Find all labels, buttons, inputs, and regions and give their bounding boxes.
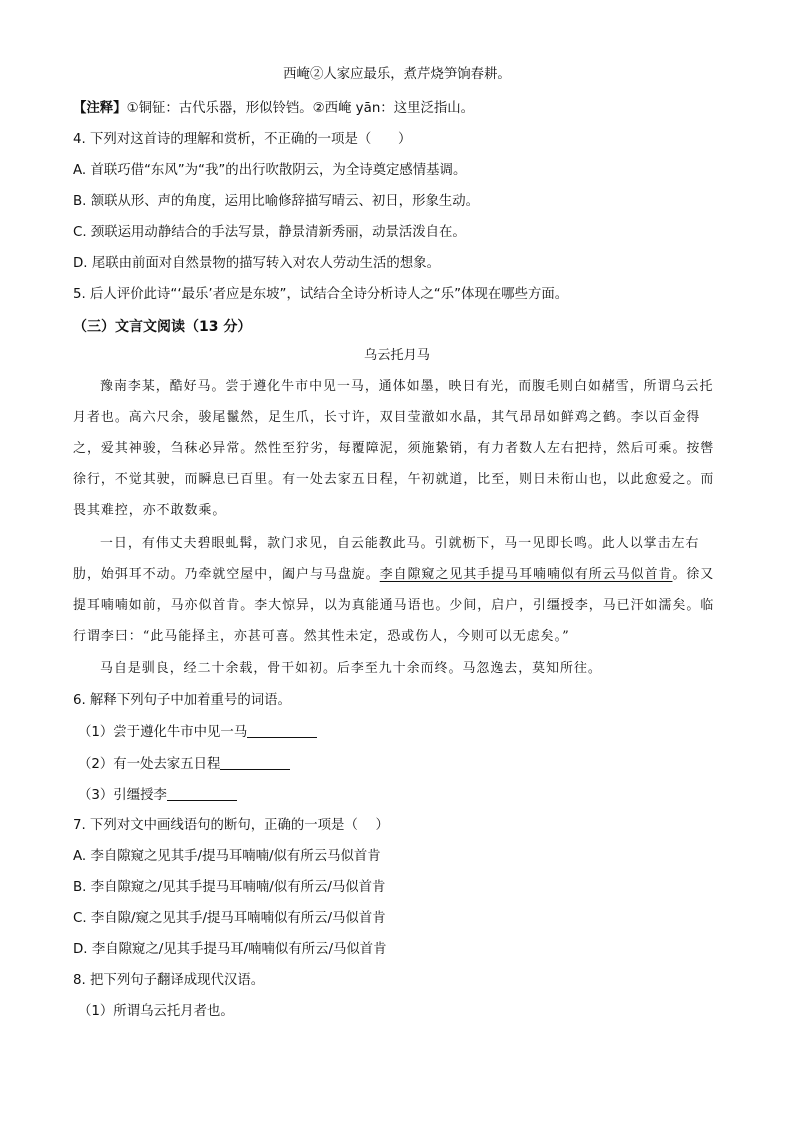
question-6-stem: 6. 解释下列句子中加着重号的词语。 bbox=[73, 693, 291, 708]
answer-blank[interactable] bbox=[247, 723, 317, 738]
passage-line: 月者也。高六尺余，骏尾鬣然，足生爪，长寸许，双目莹澈如水晶，其气昂昂如鲜鸡之鹤。李以百金得 bbox=[73, 410, 701, 425]
annotation-label: 【注释】 bbox=[73, 101, 127, 116]
passage-line-start: 肋，始弭耳不动。乃牵就空屋中，阖户与马盘旋。 bbox=[73, 567, 380, 582]
section-3-heading: （三）文言文阅读（13 分） bbox=[73, 319, 252, 335]
question-4-option-b: B. 颔联从形、声的角度，运用比喻修辞描写晴云、初日，形象生动。 bbox=[73, 194, 480, 209]
question-4-option-d: D. 尾联由前面对自然景物的描写转入对农人劳动生活的想象。 bbox=[73, 256, 440, 271]
passage-line: 一日，有伟丈夫碧眼虬髯，款门求见，自云能教此马。引就枥下，马一见即长鸣。此人以掌击左右 bbox=[100, 536, 700, 551]
question-8-stem: 8. 把下列句子翻译成现代汉语。 bbox=[73, 973, 265, 988]
question-8-item: （1）所谓乌云托月者也。 bbox=[78, 1004, 234, 1019]
annotation bbox=[73, 100, 474, 118]
passage-line: 之，爱其神骏，刍秣必异常。然性至狞劣，每覆障泥，须施絷销，有力者数人左右把持，然后可乘。按辔 bbox=[73, 441, 715, 456]
poem-last-line: 西崦②人家应最乐，煮芹烧笋饷春耕。 bbox=[283, 67, 511, 82]
passage-line: 豫南李某，酷好马。尝于遵化牛市中见一马，通体如墨，映日有光，而腹毛则白如赭雪，所谓乌云托 bbox=[100, 379, 714, 394]
passage-line: 徐行，不觉其驶，而瞬息已百里。有一处去家五日程，午初就道，比至，则日未衔山也，以此愈爱之。而 bbox=[73, 472, 715, 487]
question-4-option-c: C. 颈联运用动静结合的手法写景，静景清新秀丽，动景活泼自在。 bbox=[73, 225, 466, 240]
passage-line: 畏其难控，亦不敢数乘。 bbox=[73, 503, 227, 518]
underlined-sentence: 李自隙窥之见其手提马耳喃喃似有所云马似首肯 bbox=[379, 567, 673, 582]
answer-blank[interactable] bbox=[167, 786, 237, 801]
question-6-item: （3）引缰授李 bbox=[78, 786, 237, 805]
question-4-option-a: A. 首联巧借“东风”为“我”的出行吹散阴云，为全诗奠定感情基调。 bbox=[73, 163, 467, 178]
passage-line-end: 。徐又 bbox=[672, 567, 715, 582]
passage-line bbox=[73, 566, 714, 584]
question-4-stem: 4. 下列对这首诗的理解和赏析，不正确的一项是（ ） bbox=[73, 132, 412, 147]
passage-line: 提耳喃喃如前，马亦似首肯。李大惊异，以为真能通马语也。少间，启户，引缰授李，马已汗如濡矣。临 bbox=[73, 598, 715, 613]
question-5: 5. 后人评价此诗“‘最乐’者应是东坡”，试结合全诗分析诗人之“乐”体现在哪些方面。 bbox=[73, 287, 569, 302]
passage-title: 乌云托月马 bbox=[364, 348, 430, 363]
question-7-option-a: A. 李自隙窥之见其手/提马耳喃喃/似有所云马似首肯 bbox=[73, 849, 381, 864]
question-6-item: （2）有一处去家五日程 bbox=[78, 755, 290, 774]
passage-line: 马自是驯良，经二十余载，骨干如初。后李至九十余而终。马忽逸去，莫知所往。 bbox=[100, 661, 602, 676]
question-7-option-c: C. 李自隙/窥之见其手/提马耳喃喃似有所云/马似首肯 bbox=[73, 911, 386, 926]
question-7-stem: 7. 下列对文中画线语句的断句，正确的一项是（ ） bbox=[73, 818, 389, 833]
question-6-item: （1）尝于遵化牛市中见一马 bbox=[78, 723, 317, 742]
question-7-option-b: B. 李自隙窥之/见其手提马耳喃喃/似有所云/马似首肯 bbox=[73, 880, 386, 895]
answer-blank[interactable] bbox=[220, 755, 290, 770]
question-7-option-d: D. 李自隙窥之/见其手提马耳/喃喃似有所云/马似首肯 bbox=[73, 942, 387, 957]
annotation-text: ①铜钲：古代乐器，形似铃铛。②西崦 yān：这里泛指山。 bbox=[126, 101, 475, 116]
passage-line: 行谓李曰：“此马能择主，亦甚可喜。然其性未定，恐或伤人，今则可以无虑矣。” bbox=[73, 629, 570, 644]
